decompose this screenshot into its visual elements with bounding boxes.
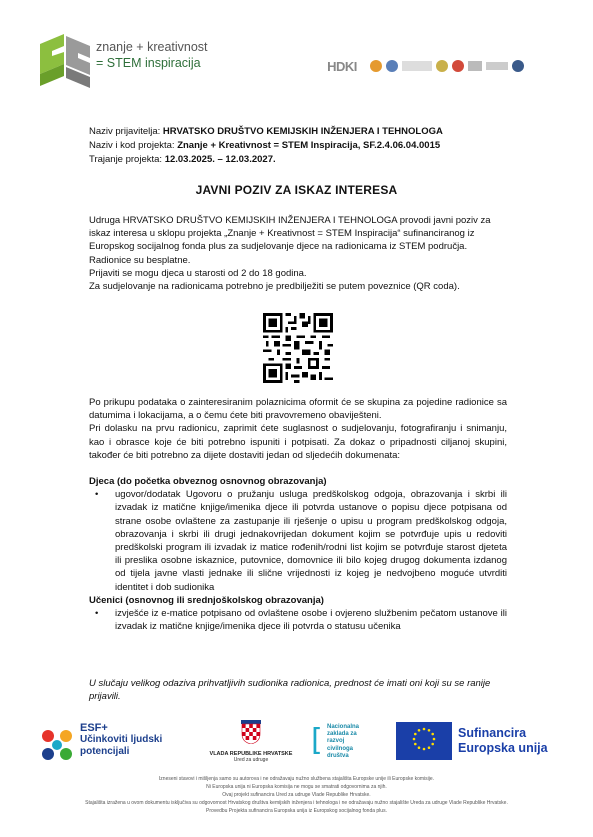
duration-value: 12.03.2025. – 12.03.2027. (164, 154, 276, 165)
intro-section (89, 214, 507, 293)
disclaimer-line-5: Provedbu Projekta sufinancira Europska unija iz Europskog socijalnog fonda plus. (206, 808, 387, 814)
logo-line-2: = STEM inspiracija (96, 56, 201, 70)
qr-code[interactable] (263, 313, 333, 383)
priority-note: U slučaju velikog odaziva prihvatljivih sudionika radionica, prednost će imati oni koji su se ranije prijavili. (89, 678, 491, 703)
croatian-crest-icon (241, 720, 261, 744)
list-item-text: ugovor/dodatak Ugovoru o pružanju usluga predškolskog odgoja, obrazovanja i skrbi ili izvadak iz matične knjige/imenika djece ili potvrda ustanove o popisu djece potpisana od strane osobe ovlaštene za zastupanje ili rješenje o upisu u program predškolskog odgoja, obrazovanja i skrbi ili drugi jednakovrijedan dokument kojim se potvrđuje upis u redoviti predškolski program ili izvadak iz matice rođenih/rodni list kojim se potvrđuje starost djeteta ili preslika osobne iskaznice, putovnice, domovnice ili bilo kojeg drugog dokumenta izdanog od tijela javne vlasti jednake ili slične vrijednosti iz kojeg je nedvojbeno moguće utvrditi identitet i dob sudionika (115, 489, 507, 593)
duration-row (89, 153, 443, 167)
intro-paragraph-2: Prijaviti se mogu djeca u starosti od 2 do 18 godina. (89, 267, 307, 279)
hdki-logo (318, 59, 366, 74)
applicant-row (89, 125, 443, 139)
project-meta (89, 125, 443, 167)
applicant-value: HRVATSKO DRUŠTVO KEMIJSKIH INŽENJERA I TEHNOLOGA (162, 126, 443, 137)
spacer (89, 462, 507, 475)
eu-line-2: Europska unija (458, 741, 548, 755)
qr-code-icon (263, 313, 333, 383)
hdki-text: HDKI (327, 58, 357, 74)
esf-line-2: potencijali (80, 746, 130, 757)
partner-logo-8-icon (512, 60, 524, 72)
disclaimer-line-3: Ovaj projekt sufinancira Ured za udruge Vlade Republike Hrvatske. (222, 792, 371, 798)
partner-logo-3-icon (402, 61, 432, 71)
partner-logo-5-icon (452, 60, 464, 72)
body-section (89, 396, 507, 633)
project-value: Znanje + Kreativnost = STEM Inspiracija, SF.2.4.06.04.0015 (177, 140, 441, 151)
nz-line-5: društva (327, 752, 349, 759)
bullet: • (95, 489, 99, 501)
vlada-logo (196, 720, 306, 763)
intro-paragraph-1: Udruga HRVATSKO DRUŠTVO KEMIJSKIH INŽENJERA I TEHNOLOGA provodi javni poziv za iskaz interesa u sklopu projekta „Znanje + Kreativnost = STEM Inspiracija“ sufinanciranog iz Europskog socijalnog fonda plus za sudjelovanje djece na radionicama iz STEM područja. Radionice su besplatne. (89, 215, 491, 266)
page-title: JAVNI POZIV ZA ISKAZ INTERESA (195, 183, 398, 197)
partner-logo-2-icon (386, 60, 398, 72)
section-heading-children: Djeca (do početka obveznog osnovnog obrazovanja) (89, 476, 327, 488)
vlada-line-2: Ured za udruge (233, 757, 269, 763)
nz-line-3: razvoj (327, 738, 345, 745)
stem-logo-icon (38, 32, 92, 90)
bullet: • (95, 608, 99, 620)
disclaimer-line-2: Ni Europska unija ni Europska komisija ne mogu se smatrati odgovornima za njih. (206, 784, 387, 790)
nz-line-2: zaklada za (327, 731, 357, 738)
partner-logo-1-icon (370, 60, 382, 72)
logo-line-1: znanje + kreativnost (96, 40, 208, 54)
applicant-label: Naziv prijavitelja: (89, 126, 163, 137)
project-logo (38, 32, 238, 90)
section-heading-students: Učenici (osnovnog ili srednjoškolskog obrazovanja) (89, 594, 324, 606)
esf-line-1: Učinkoviti ljudski (80, 734, 163, 745)
eu-flag-icon (396, 722, 452, 760)
project-label: Naziv i kod projekta: (89, 140, 178, 151)
partner-logo-6-icon (468, 61, 482, 71)
duration-label: Trajanje projekta: (89, 154, 165, 165)
funding-logos (38, 718, 568, 766)
intro-paragraph-3: Za sudjelovanje na radionicama potrebno je predbilježiti se putem poveznice (QR coda). (89, 281, 460, 293)
bracket-icon: [ (311, 723, 323, 758)
list-item (95, 607, 507, 633)
partner-logo-4-icon (436, 60, 448, 72)
project-row (89, 139, 443, 153)
esf-title: ESF+ (80, 722, 108, 734)
disclaimer (0, 775, 593, 815)
disclaimer-line-4: Stajališta izražena u ovom dokumentu isključiva su odgovornost Hrvatskog društva kemijskih inženjera i tehnologa i ne odražavaju nužno stajalište Ureda za udruge Vlade Republike Hrvatske. (85, 800, 508, 806)
body-paragraph-2: Pri dolasku na prvu radionicu, zaprimit ćete suglasnost o sudjelovanju, fotografiranju i snimanju, kao i obrasce koje će biti potrebno ispuniti i potpisati. Za dokaz o pripadnosti ciljanoj skupini, također će biti potrebno za dijete dostaviti jedan od sljedećih dokumenata: (89, 423, 507, 461)
list-item-text: izvješće iz e-matice potpisano od ovlaštene osobe i ovjereno službenim pečatom ustanove ili izvadak iz matične knjige/imenika djece ili potvrda o statusu učenika (115, 608, 507, 633)
partner-logos (318, 54, 570, 78)
eu-logo (396, 722, 568, 762)
list-item (95, 488, 507, 594)
body-paragraph-1: Po prikupu podataka o zainteresiranim polaznicima oformit će se skupina za pojedine radionice sa datumima i lokacijama, a o čemu ćete biti pravovremeno obaviješteni. (89, 397, 507, 422)
nz-line-4: civilnoga (327, 745, 354, 752)
vlada-line-1: VLADA REPUBLIKE HRVATSKE (209, 751, 293, 757)
nzrcd-logo (311, 724, 391, 764)
nz-line-1: Nacionalna (327, 724, 360, 730)
partner-logo-7-icon (486, 62, 508, 70)
disclaimer-line-1: Izneseni stavovi i mišljenja samo su autorova i ne odražavaju nužno službena stajališta Europske unije ili Europske komisije. (158, 776, 435, 782)
eu-line-1: Sufinancira (458, 726, 527, 740)
esf-star-icon (38, 726, 76, 764)
